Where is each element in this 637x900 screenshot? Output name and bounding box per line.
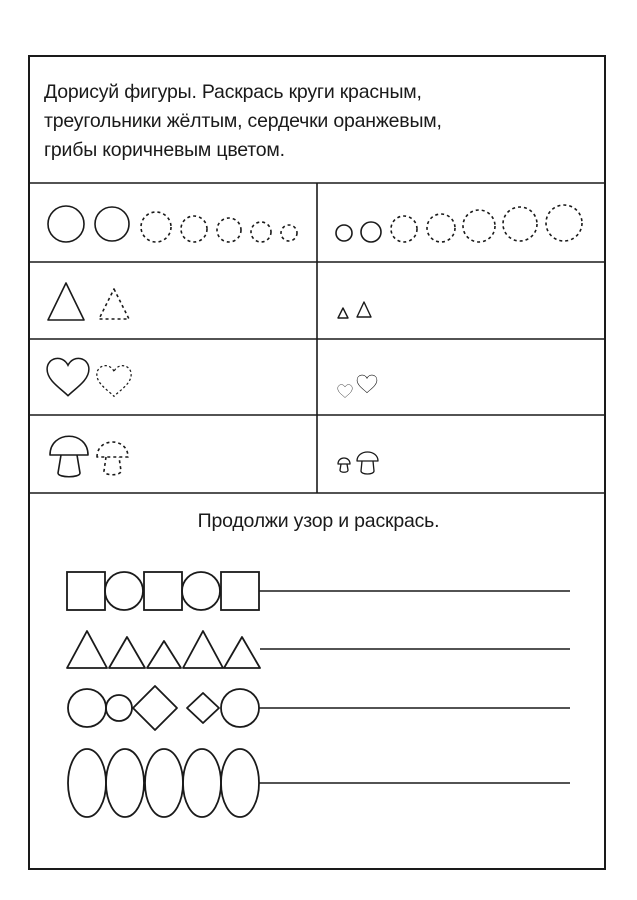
pattern-triangle — [224, 637, 260, 668]
circle-solid — [361, 222, 381, 242]
pattern-ovals — [68, 749, 570, 817]
hearts-row-left — [47, 358, 131, 396]
pattern-square — [144, 572, 182, 610]
triangle-dashed — [99, 289, 129, 319]
instruction-line-1: Дорисуй фигуры. Раскрась круги красным, — [44, 81, 422, 103]
mushrooms-row-right — [338, 452, 378, 474]
pattern-triangle — [147, 641, 181, 668]
triangles-row-left — [48, 283, 129, 320]
circle-solid — [336, 225, 352, 241]
circle-dashed — [427, 214, 455, 242]
circle-dashed — [546, 205, 582, 241]
triangles-row-right — [338, 302, 371, 318]
circles-row-left — [48, 206, 297, 242]
hearts-row-right — [338, 375, 377, 398]
heart-solid-small — [357, 375, 377, 393]
triangle-solid-small — [338, 308, 348, 318]
pattern-diamond — [187, 693, 219, 723]
pattern-oval — [68, 749, 106, 817]
heart-dashed — [97, 366, 131, 397]
pattern-circle — [105, 572, 143, 610]
heart-solid-small — [338, 385, 353, 398]
pattern-circle — [221, 689, 259, 727]
mushroom-solid-small — [338, 458, 350, 472]
pattern-triangle — [67, 631, 107, 668]
circle-dashed — [281, 225, 297, 241]
pattern-oval — [221, 749, 259, 817]
mushroom-solid — [50, 436, 88, 477]
pattern-square — [221, 572, 259, 610]
circle-dashed — [463, 210, 495, 242]
circle-dashed — [141, 212, 171, 242]
mushroom-dashed — [97, 442, 128, 475]
circle-solid — [48, 206, 84, 242]
circle-solid — [95, 207, 129, 241]
circle-dashed — [503, 207, 537, 241]
circle-dashed — [181, 216, 207, 242]
pattern-triangle — [183, 631, 223, 668]
triangle-solid-small — [357, 302, 371, 317]
pattern-oval — [183, 749, 221, 817]
pattern-triangle — [109, 637, 145, 668]
pattern-squares-circles — [67, 572, 570, 610]
instruction-line-2: треугольники жёлтым, сердечки оранжевым, — [44, 110, 442, 132]
pattern-small-circle — [106, 695, 132, 721]
triangle-solid — [48, 283, 84, 320]
circles-row-right — [336, 205, 582, 242]
pattern-oval — [145, 749, 183, 817]
pattern-circle — [68, 689, 106, 727]
heart-solid — [47, 358, 89, 395]
pattern-diamond — [133, 686, 177, 730]
pattern-circles-diamonds — [68, 686, 570, 730]
mushrooms-row-left — [50, 436, 128, 477]
circle-dashed — [391, 216, 417, 242]
pattern-circle — [182, 572, 220, 610]
pattern-square — [67, 572, 105, 610]
pattern-oval — [106, 749, 144, 817]
pattern-triangles — [67, 631, 570, 668]
instruction-line-3: грибы коричневым цветом. — [44, 139, 285, 161]
mushroom-solid-small — [357, 452, 378, 474]
task2-instruction: Продолжи узор и раскрась. — [197, 510, 440, 532]
circle-dashed — [217, 218, 241, 242]
circle-dashed — [251, 222, 271, 242]
task1-grid — [29, 183, 605, 493]
